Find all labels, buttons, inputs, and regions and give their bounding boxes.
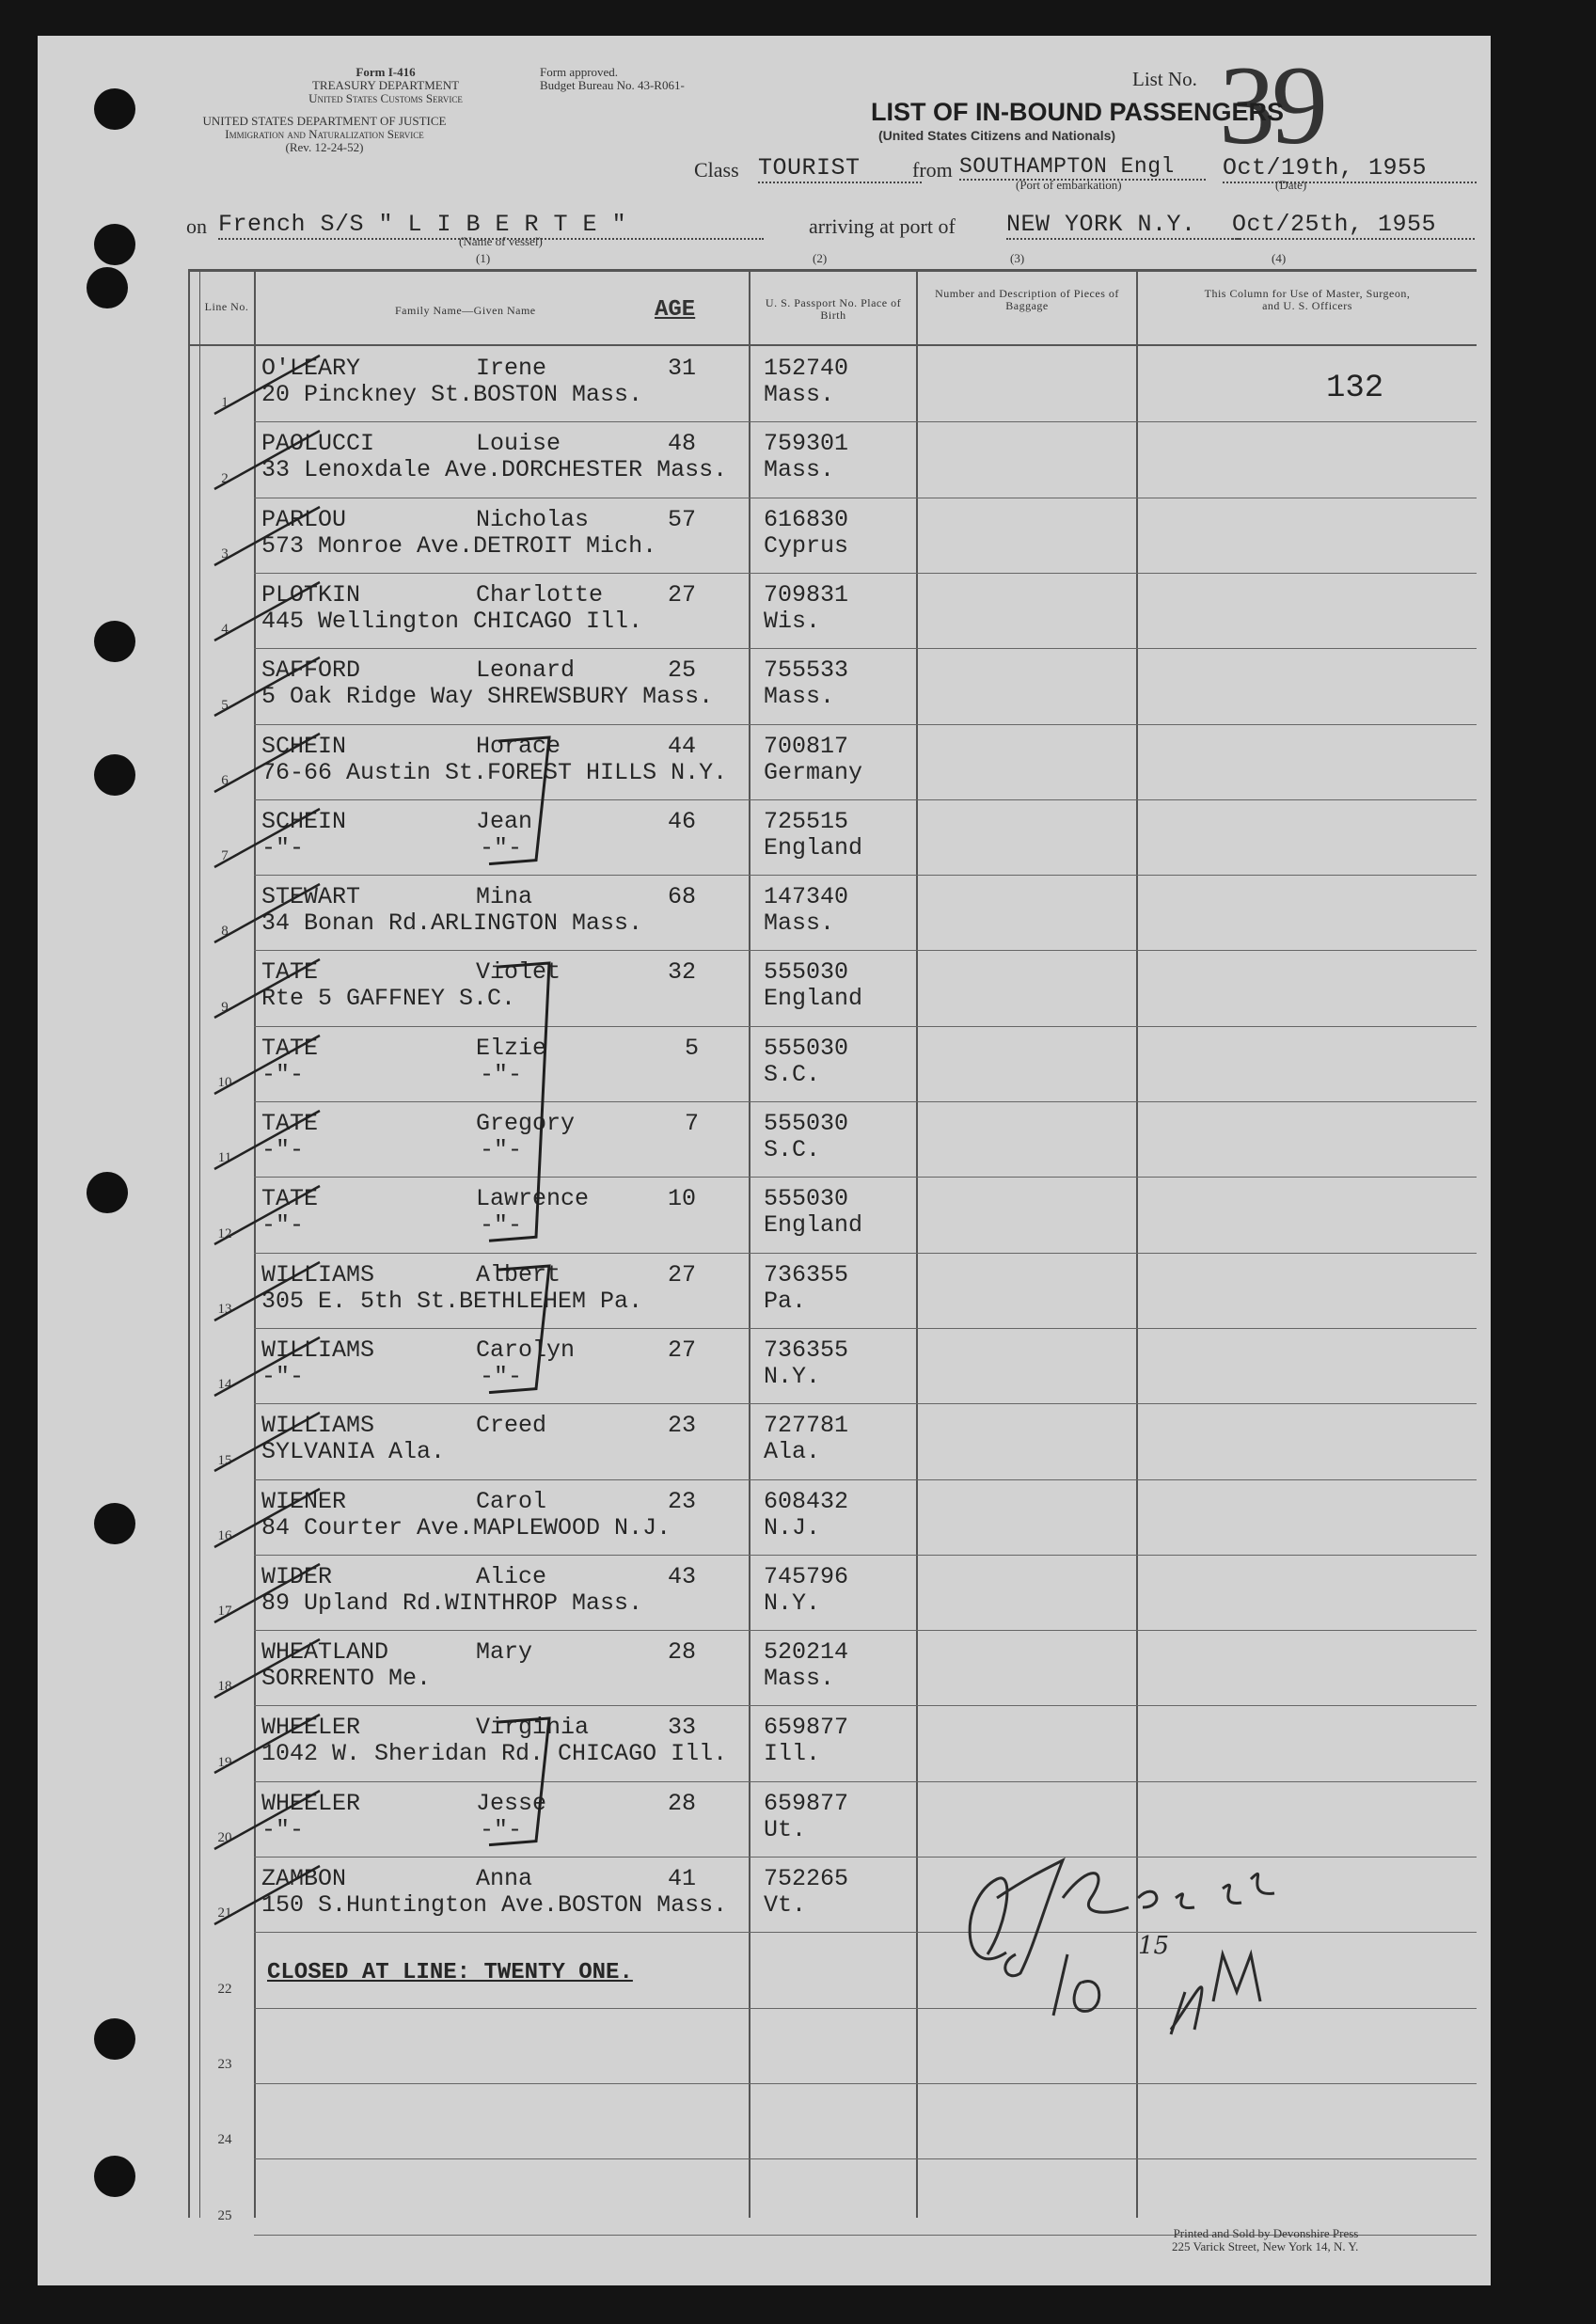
place-of-birth: Mass. (764, 909, 835, 938)
given-name: Anna (476, 1865, 533, 1892)
arrival-port: NEW YORK N.Y. (1006, 211, 1240, 240)
place-of-birth: N.Y. (764, 1362, 821, 1390)
passport-number: 520214 (764, 1638, 849, 1667)
list-number-label: List No. (1132, 68, 1197, 90)
given-name: Carolyn (476, 1336, 576, 1364)
family-name: WIDER (261, 1562, 333, 1590)
address: -"- (261, 833, 305, 862)
age: 23 (668, 1487, 697, 1515)
line-number: 16 (217, 1527, 232, 1543)
passport-number: 608432 (764, 1487, 849, 1515)
check-mark (207, 1862, 329, 1928)
place-of-birth: Germany (764, 758, 863, 786)
row-rule (254, 648, 1477, 649)
address: Rte 5 GAFFNEY S.C. (261, 985, 516, 1013)
passport-number: 659877 (764, 1789, 849, 1817)
place-of-birth: Ut. (764, 1815, 807, 1843)
given-ditto: -"- (480, 1211, 523, 1240)
place-of-birth: Mass. (764, 456, 835, 484)
place-of-birth: Cyprus (764, 531, 849, 560)
row-rule (254, 1403, 1477, 1404)
given-name: Jean (476, 807, 533, 835)
check-mark (207, 1258, 329, 1324)
place-of-birth: Vt. (764, 1891, 807, 1919)
place-of-birth: Mass. (764, 381, 835, 408)
vessel-caption: (Name of vessel) (459, 234, 543, 248)
check-mark (207, 1182, 329, 1248)
punch-hole (94, 1503, 135, 1544)
address: -"- (261, 1211, 305, 1240)
address: SORRENTO Me. (261, 1665, 432, 1693)
form-approval: Form approved. Budget Bureau No. 43-R061- (540, 65, 685, 92)
check-mark (207, 1711, 329, 1777)
place-of-birth: Wis. (764, 607, 821, 635)
family-name: TATE (261, 1185, 319, 1213)
family-name: SCHEIN (261, 732, 347, 760)
punch-hole (87, 267, 128, 308)
passport-number: 555030 (764, 1110, 849, 1137)
age: 5 (685, 1034, 700, 1062)
age: 41 (668, 1865, 697, 1892)
address: 20 Pinckney St.BOSTON Mass. (261, 381, 643, 408)
port-embark-caption: (Port of embarkation) (1016, 178, 1122, 192)
given-name: Charlotte (476, 580, 604, 609)
check-mark (207, 1560, 329, 1626)
place-of-birth: S.C. (764, 1136, 821, 1163)
punch-hole (94, 2018, 135, 2060)
age: 25 (668, 656, 697, 685)
address: 89 Upland Rd.WINTHROP Mass. (261, 1589, 643, 1617)
passport-number: 700817 (764, 732, 849, 760)
family-bracket (480, 1715, 564, 1847)
embark-date: Oct/19th, 1955 (1223, 154, 1477, 183)
row-rule (254, 1026, 1477, 1027)
passport-number: 709831 (764, 580, 849, 609)
check-mark (207, 1636, 329, 1701)
given-name: Louise (476, 430, 561, 458)
row-rule (254, 1328, 1477, 1329)
given-name: Mina (476, 883, 533, 911)
age: 28 (668, 1638, 697, 1667)
passport-number: 727781 (764, 1412, 849, 1440)
row-rule (254, 1555, 1477, 1556)
col-header-line: Line No. (204, 300, 249, 313)
passport-number: 616830 (764, 505, 849, 533)
col-header-name: Family Name—Given Name (395, 304, 536, 317)
class-value: TOURIST (758, 154, 922, 183)
row-rule (254, 2083, 1477, 2084)
row-rule (254, 950, 1477, 951)
age: 10 (668, 1185, 697, 1213)
punch-hole (94, 621, 135, 662)
punch-hole (94, 88, 135, 130)
line-number: 8 (221, 924, 229, 940)
from-label: from (912, 158, 953, 182)
place-of-birth: England (764, 985, 863, 1013)
address: 445 Wellington CHICAGO Ill. (261, 607, 643, 635)
address: -"- (261, 1815, 305, 1843)
age: 23 (668, 1412, 697, 1440)
table-left-rule-inner (199, 269, 200, 2218)
row-rule (254, 875, 1477, 876)
address: 305 E. 5th St.BETHLEHEM Pa. (261, 1287, 643, 1315)
line-number: 4 (221, 622, 229, 638)
place-of-birth: England (764, 1211, 863, 1240)
row-rule (254, 1101, 1477, 1102)
passport-number: 147340 (764, 883, 849, 911)
table-header-rule (188, 344, 1477, 346)
officer-note: 132 (1326, 371, 1384, 406)
line-number: 2 (221, 470, 229, 486)
family-name: SCHEIN (261, 807, 347, 835)
family-name: STEWART (261, 883, 361, 911)
punch-hole (94, 754, 135, 796)
on-label: on (186, 214, 207, 238)
punch-hole (94, 2156, 135, 2197)
age: 46 (668, 807, 697, 835)
address: 34 Bonan Rd.ARLINGTON Mass. (261, 909, 643, 938)
passport-number: 736355 (764, 1336, 849, 1364)
check-mark (207, 578, 329, 644)
check-mark (207, 352, 329, 418)
address: 84 Courter Ave.MAPLEWOOD N.J. (261, 1513, 672, 1541)
table-left-rule (188, 269, 190, 2218)
given-name: Gregory (476, 1110, 576, 1137)
family-name: WHEELER (261, 1789, 361, 1817)
passport-number: 759301 (764, 430, 849, 458)
closing-statement: CLOSED AT LINE: TWENTY ONE. (267, 1960, 633, 1985)
line-number: 7 (221, 848, 229, 864)
family-bracket (480, 1262, 564, 1395)
row-rule (254, 1630, 1477, 1631)
place-of-birth: England (764, 833, 863, 862)
table-top-rule (188, 269, 1477, 272)
line-number: 22 (217, 1981, 232, 1997)
line-number: 14 (217, 1377, 232, 1393)
vessel-name: French S/S " L I B E R T E " (218, 211, 764, 240)
place-of-birth: Mass. (764, 683, 835, 711)
passport-number: 725515 (764, 807, 849, 835)
age: 43 (668, 1562, 697, 1590)
caption-2: (2) (813, 251, 828, 265)
page-title: LIST OF IN-BOUND PASSENGERS (871, 98, 1285, 126)
line-number: 15 (217, 1452, 232, 1468)
caption-4: (4) (1272, 251, 1287, 265)
given-name: Horace (476, 732, 561, 760)
family-bracket (480, 734, 564, 866)
age: 68 (668, 883, 697, 911)
age: 33 (668, 1714, 697, 1742)
col-header-baggage: Number and Description of Pieces of Baggage (935, 287, 1119, 312)
given-name: Virginia (476, 1714, 590, 1742)
line-number: 12 (217, 1225, 232, 1241)
punch-hole (94, 224, 135, 265)
place-of-birth: Pa. (764, 1287, 807, 1315)
line-number: 21 (217, 1905, 232, 1921)
address: 150 S.Huntington Ave.BOSTON Mass. (261, 1891, 728, 1919)
line-number: 9 (221, 999, 229, 1015)
family-name: WHEELER (261, 1714, 361, 1742)
family-name: WIENER (261, 1487, 347, 1515)
line-number: 10 (217, 1075, 232, 1090)
age: 32 (668, 958, 697, 987)
age: 28 (668, 1789, 697, 1817)
given-name: Mary (476, 1638, 533, 1667)
line-number: 20 (217, 1830, 232, 1845)
form-number: Form I-416 TREASURY DEPARTMENT United States Customs Service (308, 65, 463, 105)
line-number: 23 (217, 2056, 232, 2072)
line-number: 11 (217, 1150, 232, 1166)
passport-number: 752265 (764, 1865, 849, 1892)
line-number: 19 (217, 1754, 232, 1770)
age: 27 (668, 580, 697, 609)
family-name: WILLIAMS (261, 1260, 375, 1288)
age: 7 (685, 1110, 700, 1137)
check-mark (207, 503, 329, 569)
family-name: O'LEARY (261, 355, 361, 382)
age: 48 (668, 430, 697, 458)
given-name: Carol (476, 1487, 547, 1515)
line-number: 17 (217, 1604, 232, 1620)
check-mark (207, 956, 329, 1021)
age: 31 (668, 355, 697, 382)
class-label: Class (694, 158, 739, 182)
line-number: 18 (217, 1679, 232, 1695)
arriving-label: arriving at port of (809, 214, 956, 238)
passport-number: 736355 (764, 1260, 849, 1288)
family-name: WILLIAMS (261, 1336, 375, 1364)
row-rule (254, 724, 1477, 725)
place-of-birth: Mass. (764, 1665, 835, 1693)
line-number: 3 (221, 545, 229, 561)
manifest-sheet (38, 36, 1491, 2285)
printer-imprint: Printed and Sold by Devonshire Press 225 Varick Street, New York 14, N. Y. (1172, 2226, 1359, 2253)
line-number: 1 (221, 395, 229, 411)
family-name: WHEATLAND (261, 1638, 389, 1667)
check-mark (207, 1032, 329, 1098)
caption-3: (3) (1010, 251, 1025, 265)
line-number: 25 (217, 2207, 232, 2223)
col-header-age: AGE (655, 297, 696, 323)
family-bracket (480, 959, 564, 1242)
line-number: 6 (221, 772, 229, 788)
justice-block: UNITED STATES DEPARTMENT OF JUSTICE Immigration and Naturalization Service (Rev. 12-24-52) (202, 114, 447, 154)
given-name: Albert (476, 1260, 561, 1288)
address: 1042 W. Sheridan Rd. CHICAGO Ill. (261, 1740, 728, 1768)
passport-number: 555030 (764, 1185, 849, 1213)
family-name: ZAMBON (261, 1865, 347, 1892)
given-ditto: -"- (480, 1136, 523, 1163)
family-name: TATE (261, 958, 319, 987)
arrival-date: Oct/25th, 1955 (1232, 211, 1475, 240)
passport-number: 659877 (764, 1714, 849, 1742)
col-rule-passport (916, 269, 918, 2218)
address: 5 Oak Ridge Way SHREWSBURY Mass. (261, 683, 714, 711)
check-mark (207, 1787, 329, 1853)
family-name: SAFFORD (261, 656, 361, 685)
check-mark (207, 1107, 329, 1173)
address: SYLVANIA Ala. (261, 1438, 446, 1466)
caption-1: (1) (476, 251, 491, 265)
given-ditto: -"- (480, 833, 523, 862)
given-name: Creed (476, 1412, 547, 1440)
signature-time-minutes: 15 (1138, 1932, 1170, 1960)
passport-number: 152740 (764, 355, 849, 382)
given-name: Nicholas (476, 505, 590, 533)
place-of-birth: Ill. (764, 1740, 821, 1768)
col-header-passport: U. S. Passport No. Place of Birth (765, 296, 902, 322)
check-mark (207, 805, 329, 871)
check-mark (207, 730, 329, 796)
row-rule (254, 421, 1477, 422)
age: 44 (668, 732, 697, 760)
passport-number: 745796 (764, 1562, 849, 1590)
given-name: Violet (476, 958, 561, 987)
line-number: 13 (217, 1301, 232, 1317)
list-number: 39 (1219, 42, 1324, 167)
passport-number: 555030 (764, 1034, 849, 1062)
given-name: Jesse (476, 1789, 547, 1817)
row-rule (254, 2158, 1477, 2159)
age: 27 (668, 1336, 697, 1364)
given-name: Lawrence (476, 1185, 590, 1213)
age: 27 (668, 1260, 697, 1288)
age: 57 (668, 505, 697, 533)
family-name: TATE (261, 1110, 319, 1137)
given-name: Irene (476, 355, 547, 382)
row-rule (254, 1177, 1477, 1178)
family-name: PARLOU (261, 505, 347, 533)
place-of-birth: N.J. (764, 1513, 821, 1541)
port-of-embarkation: SOUTHAMPTON Engl (959, 154, 1206, 181)
given-ditto: -"- (480, 1815, 523, 1843)
given-ditto: -"- (480, 1060, 523, 1088)
family-name: PAOLUCCI (261, 430, 375, 458)
punch-hole (87, 1172, 128, 1213)
address: 76-66 Austin St.FOREST HILLS N.Y. (261, 758, 728, 786)
check-mark (207, 1334, 329, 1399)
page-subtitle: (United States Citizens and Nationals) (878, 128, 1116, 143)
given-name: Elzie (476, 1034, 547, 1062)
col-header-officers: This Column for Use of Master, Surgeon, and U. S. Officers (1204, 287, 1411, 312)
place-of-birth: N.Y. (764, 1589, 821, 1617)
row-rule (254, 1781, 1477, 1782)
col-rule-name (749, 269, 751, 2218)
address: -"- (261, 1362, 305, 1390)
place-of-birth: Ala. (764, 1438, 821, 1466)
family-name: TATE (261, 1034, 319, 1062)
family-name: PLOTKIN (261, 580, 361, 609)
line-number: 24 (217, 2132, 232, 2148)
row-rule (254, 573, 1477, 574)
row-rule (254, 1705, 1477, 1706)
address: -"- (261, 1060, 305, 1088)
address: -"- (261, 1136, 305, 1163)
passport-number: 755533 (764, 656, 849, 685)
check-mark (207, 427, 329, 493)
address: 573 Monroe Ave.DETROIT Mich. (261, 531, 657, 560)
check-mark (207, 654, 329, 719)
line-number: 5 (221, 697, 229, 713)
check-mark (207, 880, 329, 946)
row-rule (254, 1253, 1477, 1254)
check-mark (207, 1409, 329, 1475)
date-caption: (Date) (1275, 178, 1307, 192)
address: 33 Lenoxdale Ave.DORCHESTER Mass. (261, 456, 728, 484)
passport-number: 555030 (764, 958, 849, 987)
given-ditto: -"- (480, 1362, 523, 1390)
family-name: WILLIAMS (261, 1412, 375, 1440)
given-name: Leonard (476, 656, 576, 685)
row-rule (254, 1479, 1477, 1480)
place-of-birth: S.C. (764, 1060, 821, 1088)
check-mark (207, 1485, 329, 1551)
given-name: Alice (476, 1562, 547, 1590)
row-rule (254, 799, 1477, 800)
